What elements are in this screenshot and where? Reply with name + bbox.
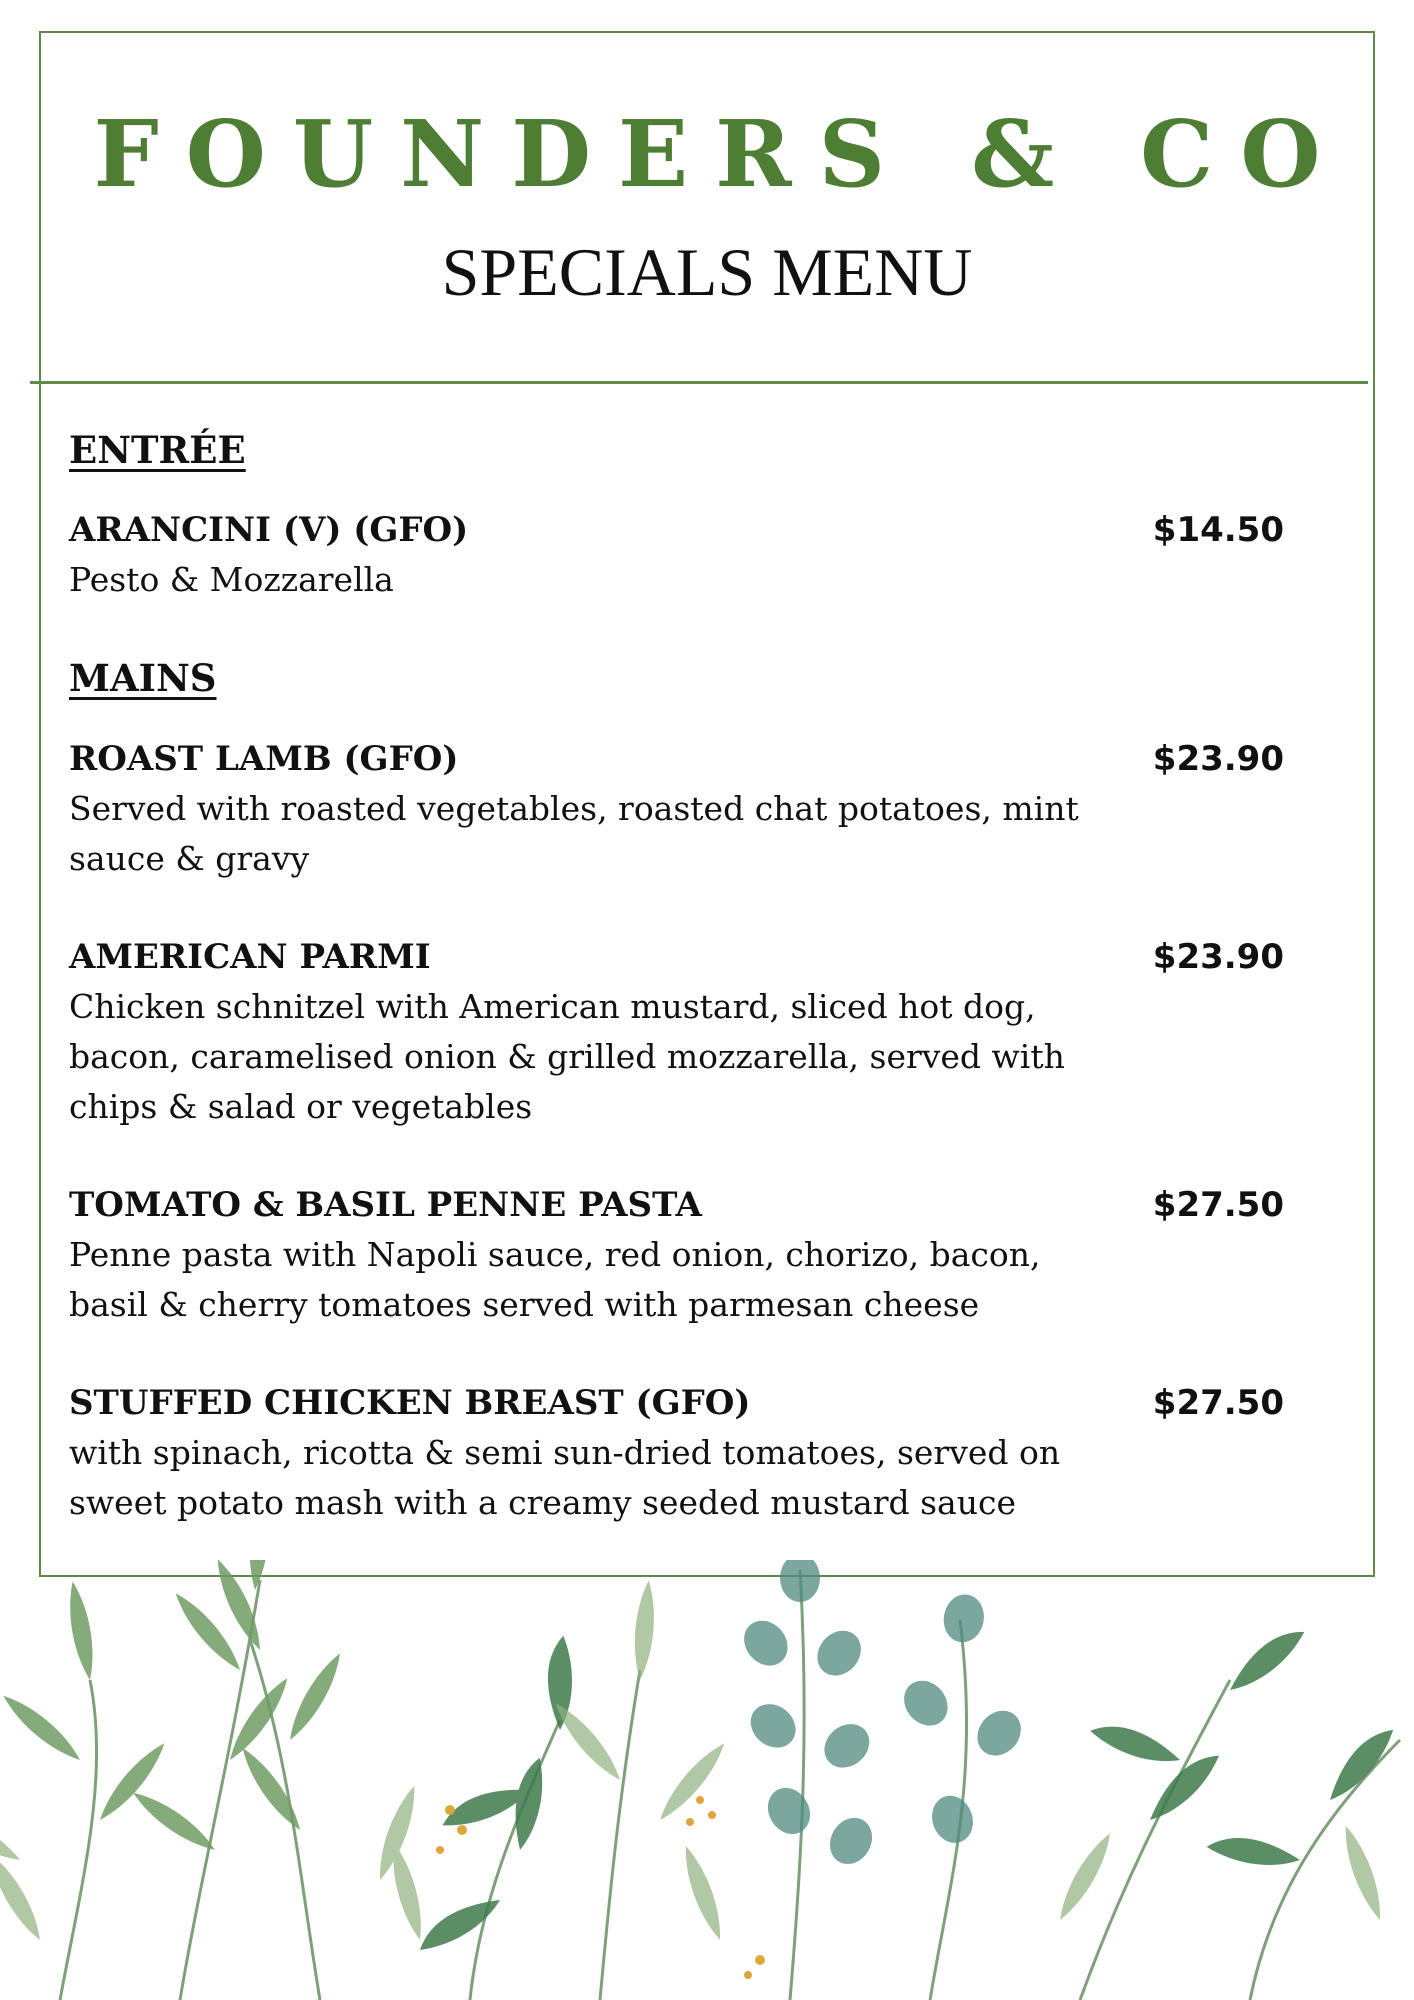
item-description: with spinach, ricotta & semi sun-dried tomatoes, served on sweet potato mash with a creamy seeded mustard sauce xyxy=(69,1433,1061,1522)
item-name: ROAST LAMB (GFO) xyxy=(69,739,459,779)
item-price: $14.50 xyxy=(1152,510,1284,550)
item-description: Pesto & Mozzarella xyxy=(69,560,394,599)
header-divider xyxy=(30,381,1368,384)
item-name: AMERICAN PARMI xyxy=(69,937,431,977)
brand-title: FOUNDERS & CO xyxy=(93,100,1348,208)
menu-item-arancini xyxy=(69,505,1289,605)
foliage-border-icon xyxy=(0,1560,1414,2000)
menu-item-roast-lamb xyxy=(69,734,1289,884)
menu-item-stuffed-chicken xyxy=(69,1378,1289,1528)
item-price: $23.90 xyxy=(1152,739,1284,779)
menu-item-penne-pasta xyxy=(69,1180,1289,1330)
menu-item-american-parmi xyxy=(69,932,1289,1132)
item-price: $27.50 xyxy=(1152,1185,1284,1225)
item-name: STUFFED CHICKEN BREAST (GFO) xyxy=(69,1383,751,1423)
item-price: $23.90 xyxy=(1152,937,1284,977)
item-description: Served with roasted vegetables, roasted chat potatoes, mint sauce & gravy xyxy=(69,789,1079,878)
item-price: $27.50 xyxy=(1152,1383,1284,1423)
section-title-entree: ENTRÉE xyxy=(69,428,246,472)
item-name: TOMATO & BASIL PENNE PASTA xyxy=(69,1185,702,1225)
menu-subtitle: SPECIALS MENU xyxy=(441,234,973,310)
item-name: ARANCINI (V) (GFO) xyxy=(69,510,469,550)
item-description: Penne pasta with Napoli sauce, red onion, chorizo, bacon, basil & cherry tomatoes served with parmesan cheese xyxy=(69,1235,1041,1324)
section-title-mains: MAINS xyxy=(69,656,217,700)
item-description: Chicken schnitzel with American mustard, sliced hot dog, bacon, caramelised onion & grilled mozzarella, served with chips & salad or vegetables xyxy=(69,987,1065,1126)
